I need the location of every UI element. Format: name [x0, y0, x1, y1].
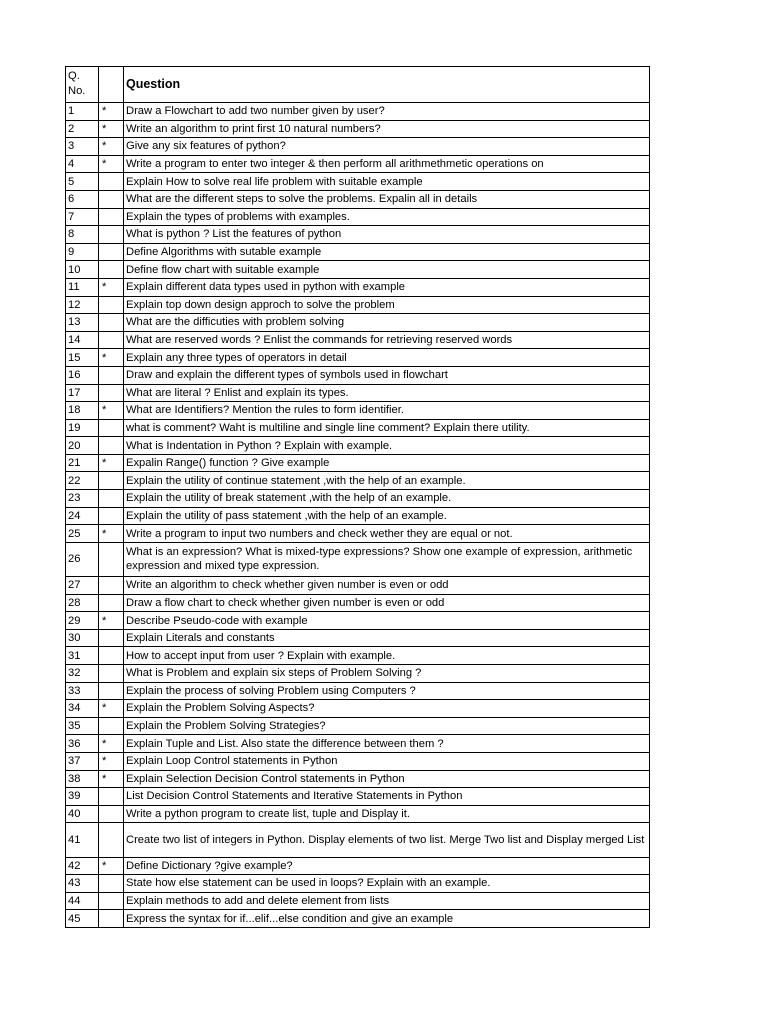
question-number-cell: 40: [66, 805, 99, 823]
header-no-label: No.: [68, 85, 86, 97]
important-mark-cell: [99, 629, 124, 647]
question-number-cell: 24: [66, 507, 99, 525]
table-row: [66, 629, 650, 647]
table-row: [66, 805, 650, 823]
table-row: [66, 507, 650, 525]
question-text-cell: What are the different steps to solve the problems. Expalin all in details: [124, 190, 650, 208]
important-mark-cell: *: [99, 752, 124, 770]
important-mark-cell: [99, 296, 124, 314]
question-text-cell: Create two list of integers in Python. Display elements of two list. Merge Two list and Display merged List: [124, 823, 650, 857]
important-mark-cell: *: [99, 349, 124, 367]
important-mark-cell: [99, 717, 124, 735]
important-mark-cell: *: [99, 525, 124, 543]
question-text-cell: Expalin Range() function ? Give example: [124, 454, 650, 472]
question-number-cell: 18: [66, 402, 99, 420]
question-text-cell: Describe Pseudo-code with example: [124, 612, 650, 630]
table-row: [66, 349, 650, 367]
table-row: [66, 682, 650, 700]
question-number-cell: 38: [66, 770, 99, 788]
question-number-cell: 31: [66, 647, 99, 665]
question-text-cell: Write an algorithm to check whether given number is even or odd: [124, 577, 650, 595]
table-row: [66, 155, 650, 173]
question-number-cell: 5: [66, 173, 99, 191]
important-mark-cell: [99, 823, 124, 857]
important-mark-cell: [99, 490, 124, 508]
important-mark-cell: *: [99, 700, 124, 718]
important-mark-cell: [99, 190, 124, 208]
question-table: [65, 66, 650, 928]
question-text-cell: Explain the utility of pass statement ,with the help of an example.: [124, 507, 650, 525]
header-q-label: Q.: [68, 70, 80, 82]
table-row: [66, 454, 650, 472]
question-number-cell: 44: [66, 892, 99, 910]
important-mark-cell: [99, 647, 124, 665]
header-question-number: [66, 67, 99, 103]
table-row: [66, 594, 650, 612]
table-row: [66, 402, 650, 420]
question-text-cell: What are reserved words ? Enlist the commands for retrieving reserved words: [124, 331, 650, 349]
question-text-cell: Explain methods to add and delete element from lists: [124, 892, 650, 910]
table-row: [66, 665, 650, 683]
question-text-cell: How to accept input from user ? Explain with example.: [124, 647, 650, 665]
question-number-cell: 25: [66, 525, 99, 543]
question-number-cell: 16: [66, 366, 99, 384]
question-text-cell: Give any six features of python?: [124, 138, 650, 156]
question-text-cell: Draw and explain the different types of symbols used in flowchart: [124, 366, 650, 384]
question-number-cell: 30: [66, 629, 99, 647]
table-row: [66, 542, 650, 576]
table-row: [66, 190, 650, 208]
question-number-cell: 14: [66, 331, 99, 349]
question-number-cell: 2: [66, 120, 99, 138]
important-mark-cell: [99, 507, 124, 525]
header-mark-column: [99, 67, 124, 103]
question-text-cell: Explain Loop Control statements in Python: [124, 752, 650, 770]
table-row: [66, 314, 650, 332]
question-text-cell: Explain any three types of operators in detail: [124, 349, 650, 367]
question-text-cell: what is comment? Waht is multiline and single line comment? Explain there utility.: [124, 419, 650, 437]
table-row: [66, 366, 650, 384]
important-mark-cell: *: [99, 120, 124, 138]
important-mark-cell: [99, 805, 124, 823]
question-number-cell: 27: [66, 577, 99, 595]
question-text-cell: Define flow chart with suitable example: [124, 261, 650, 279]
question-number-cell: 23: [66, 490, 99, 508]
important-mark-cell: [99, 594, 124, 612]
important-mark-cell: [99, 261, 124, 279]
table-row: [66, 875, 650, 893]
important-mark-cell: [99, 243, 124, 261]
table-row: [66, 525, 650, 543]
question-text-cell: Explain the Problem Solving Strategies?: [124, 717, 650, 735]
table-row: [66, 647, 650, 665]
table-row: [66, 138, 650, 156]
important-mark-cell: [99, 875, 124, 893]
table-row: [66, 612, 650, 630]
table-row: [66, 577, 650, 595]
question-text-cell: What is Problem and explain six steps of Problem Solving ?: [124, 665, 650, 683]
question-number-cell: 10: [66, 261, 99, 279]
table-row: [66, 120, 650, 138]
question-number-cell: 17: [66, 384, 99, 402]
table-row: [66, 437, 650, 455]
important-mark-cell: [99, 384, 124, 402]
question-number-cell: 34: [66, 700, 99, 718]
important-mark-cell: [99, 419, 124, 437]
important-mark-cell: [99, 366, 124, 384]
important-mark-cell: [99, 208, 124, 226]
important-mark-cell: *: [99, 278, 124, 296]
question-number-cell: 7: [66, 208, 99, 226]
important-mark-cell: *: [99, 402, 124, 420]
important-mark-cell: [99, 892, 124, 910]
question-number-cell: 43: [66, 875, 99, 893]
question-text-cell: Express the syntax for if...elif...else condition and give an example: [124, 910, 650, 928]
question-text-cell: Explain the types of problems with examples.: [124, 208, 650, 226]
important-mark-cell: [99, 665, 124, 683]
question-text-cell: What is python ? List the features of python: [124, 226, 650, 244]
question-text-cell: State how else statement can be used in loops? Explain with an example.: [124, 875, 650, 893]
question-text-cell: Write a program to input two numbers and check wether they are equal or not.: [124, 525, 650, 543]
important-mark-cell: [99, 173, 124, 191]
question-number-cell: 1: [66, 103, 99, 121]
question-number-cell: 11: [66, 278, 99, 296]
important-mark-cell: [99, 910, 124, 928]
table-row: [66, 735, 650, 753]
question-number-cell: 45: [66, 910, 99, 928]
question-text-cell: Explain Selection Decision Control statements in Python: [124, 770, 650, 788]
question-text-cell: Write a program to enter two integer & then perform all arithmethmetic operations on: [124, 155, 650, 173]
table-row: [66, 173, 650, 191]
table-row: [66, 770, 650, 788]
question-number-cell: 29: [66, 612, 99, 630]
important-mark-cell: [99, 542, 124, 576]
question-number-cell: 22: [66, 472, 99, 490]
important-mark-cell: *: [99, 138, 124, 156]
question-text-cell: Explain top down design approch to solve the problem: [124, 296, 650, 314]
question-number-cell: 35: [66, 717, 99, 735]
important-mark-cell: [99, 577, 124, 595]
table-row: [66, 857, 650, 875]
table-row: [66, 278, 650, 296]
table-row: [66, 261, 650, 279]
table-row: [66, 788, 650, 806]
question-number-cell: 4: [66, 155, 99, 173]
question-number-cell: 36: [66, 735, 99, 753]
important-mark-cell: [99, 314, 124, 332]
question-text-cell: List Decision Control Statements and Iterative Statements in Python: [124, 788, 650, 806]
question-text-cell: Explain the utility of break statement ,with the help of an example.: [124, 490, 650, 508]
table-row: [66, 243, 650, 261]
important-mark-cell: [99, 472, 124, 490]
question-text-cell: Explain Tuple and List. Also state the difference between them ?: [124, 735, 650, 753]
table-row: [66, 419, 650, 437]
question-number-cell: 37: [66, 752, 99, 770]
question-text-cell: Explain Literals and constants: [124, 629, 650, 647]
table-row: [66, 472, 650, 490]
header-question-label: Question: [126, 76, 181, 91]
table-row: [66, 331, 650, 349]
important-mark-cell: [99, 788, 124, 806]
question-text-cell: Explain How to solve real life problem with suitable example: [124, 173, 650, 191]
table-row: [66, 296, 650, 314]
question-number-cell: 6: [66, 190, 99, 208]
question-table-body: [66, 67, 650, 928]
question-text-cell: Define Algorithms with sutable example: [124, 243, 650, 261]
important-mark-cell: *: [99, 612, 124, 630]
question-number-cell: 21: [66, 454, 99, 472]
question-text-cell: What are Identifiers? Mention the rules to form identifier.: [124, 402, 650, 420]
important-mark-cell: *: [99, 735, 124, 753]
header-question: [124, 67, 650, 103]
important-mark-cell: [99, 331, 124, 349]
question-text-cell: What are literal ? Enlist and explain its types.: [124, 384, 650, 402]
question-text-cell: Draw a Flowchart to add two number given by user?: [124, 103, 650, 121]
question-number-cell: 3: [66, 138, 99, 156]
question-number-cell: 15: [66, 349, 99, 367]
question-text-cell: Write a python program to create list, tuple and Display it.: [124, 805, 650, 823]
question-number-cell: 33: [66, 682, 99, 700]
important-mark-cell: *: [99, 103, 124, 121]
table-row: [66, 892, 650, 910]
table-row: [66, 384, 650, 402]
table-row: [66, 103, 650, 121]
question-text-cell: Explain the Problem Solving Aspects?: [124, 700, 650, 718]
question-text-cell: Explain different data types used in python with example: [124, 278, 650, 296]
question-text-cell: Explain the utility of continue statement ,with the help of an example.: [124, 472, 650, 490]
table-row: [66, 226, 650, 244]
question-number-cell: 19: [66, 419, 99, 437]
table-row: [66, 208, 650, 226]
important-mark-cell: *: [99, 770, 124, 788]
question-number-cell: 41: [66, 823, 99, 857]
question-text-cell: What is an expression? What is mixed-type expressions? Show one example of expression, arithmetic expression and mixed type expression.: [124, 542, 650, 576]
question-text-cell: Write an algorithm to print first 10 natural numbers?: [124, 120, 650, 138]
question-number-cell: 8: [66, 226, 99, 244]
question-number-cell: 26: [66, 542, 99, 576]
question-number-cell: 20: [66, 437, 99, 455]
table-row: [66, 700, 650, 718]
table-row: [66, 490, 650, 508]
important-mark-cell: *: [99, 155, 124, 173]
question-number-cell: 9: [66, 243, 99, 261]
question-text-cell: What is Indentation in Python ? Explain with example.: [124, 437, 650, 455]
table-row: [66, 717, 650, 735]
question-text-cell: Explain the process of solving Problem using Computers ?: [124, 682, 650, 700]
question-text-cell: Draw a flow chart to check whether given number is even or odd: [124, 594, 650, 612]
question-text-cell: Define Dictionary ?give example?: [124, 857, 650, 875]
important-mark-cell: *: [99, 454, 124, 472]
question-number-cell: 28: [66, 594, 99, 612]
table-row: [66, 823, 650, 857]
table-row: [66, 752, 650, 770]
important-mark-cell: *: [99, 857, 124, 875]
important-mark-cell: [99, 682, 124, 700]
question-number-cell: 13: [66, 314, 99, 332]
question-number-cell: 12: [66, 296, 99, 314]
question-number-cell: 39: [66, 788, 99, 806]
important-mark-cell: [99, 437, 124, 455]
question-text-cell: What are the difficuties with problem solving: [124, 314, 650, 332]
table-row: [66, 910, 650, 928]
header-row: [66, 67, 650, 103]
question-number-cell: 32: [66, 665, 99, 683]
question-number-cell: 42: [66, 857, 99, 875]
important-mark-cell: [99, 226, 124, 244]
